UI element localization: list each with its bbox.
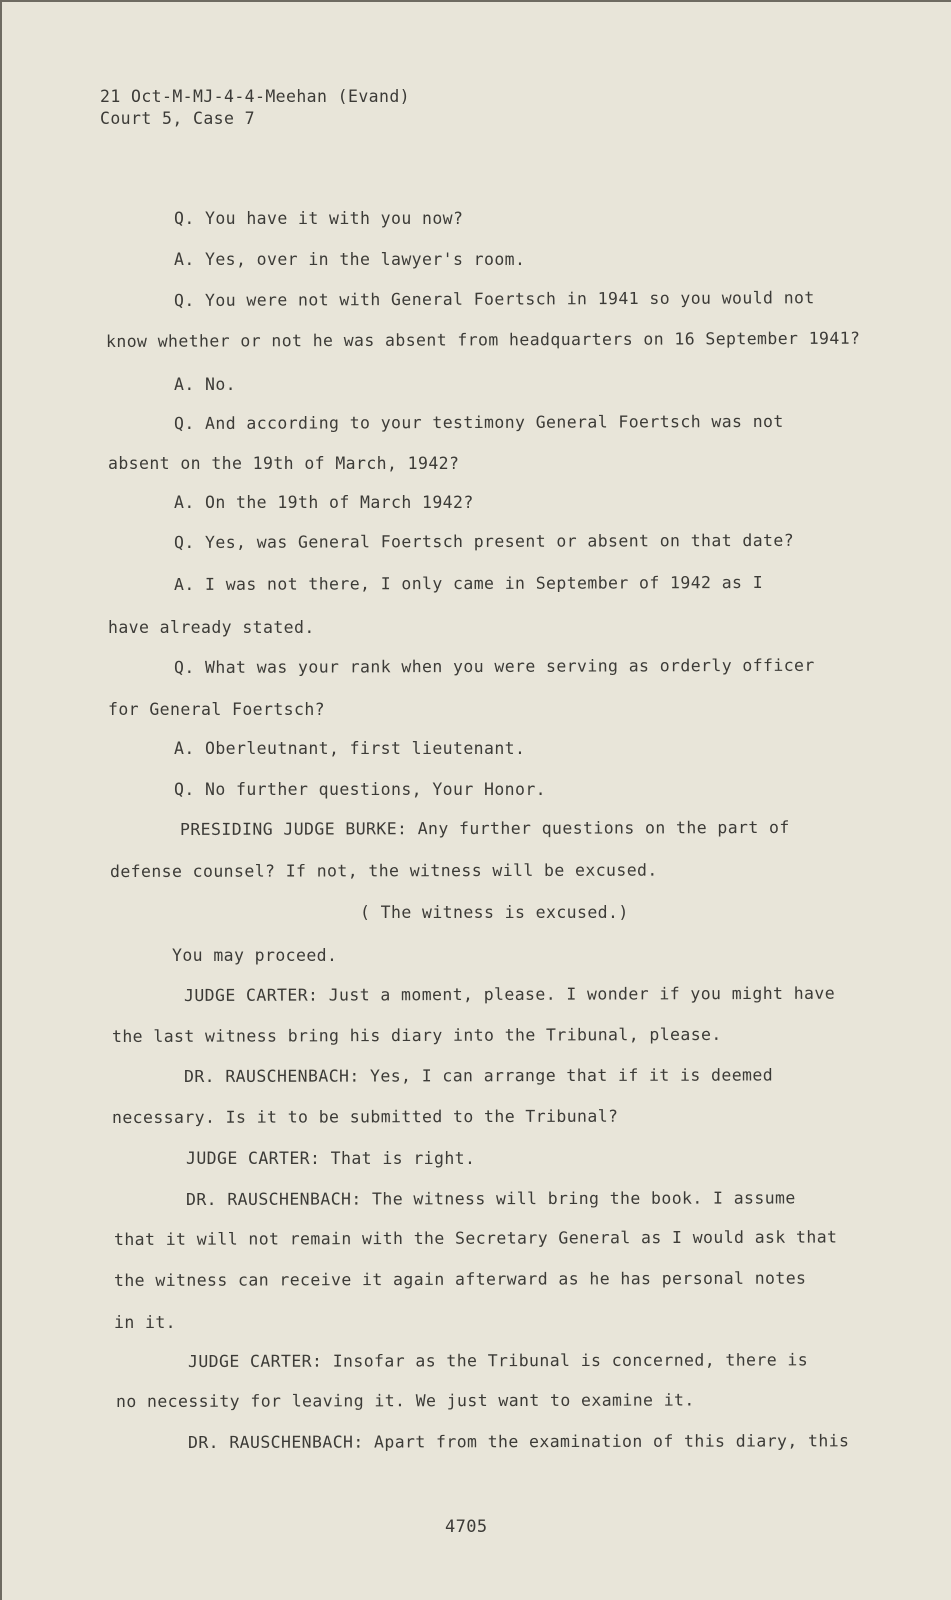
page-number: 4705 xyxy=(445,1517,488,1537)
transcript-line: JUDGE CARTER: Just a moment, please. I wonder if you might have xyxy=(183,983,836,1005)
transcript-line: A. No. xyxy=(174,375,237,394)
transcript-line: for General Foertsch? xyxy=(108,700,326,719)
header-line-1: 21 Oct-M-MJ-4-4-Meehan (Evand) xyxy=(100,87,411,106)
stage-direction: ( The witness is excused.) xyxy=(360,903,629,922)
transcript-line: in it. xyxy=(114,1313,177,1332)
transcript-line: A. I was not there, I only came in September of 1942 as I xyxy=(173,572,764,594)
transcript-line: defense counsel? If not, the witness will be excused. xyxy=(109,860,658,881)
transcript-line: the last witness bring his diary into the Tribunal, please. xyxy=(111,1024,722,1046)
transcript-line: You may proceed. xyxy=(172,946,338,965)
transcript-line: no necessity for leaving it. We just want to examine it. xyxy=(115,1390,695,1411)
transcript-line: Q. You have it with you now? xyxy=(174,209,464,228)
transcript-line: JUDGE CARTER: Insofar as the Tribunal is concerned, there is xyxy=(187,1350,809,1371)
transcript-line: know whether or not he was absent from headquarters on 16 September 1941? xyxy=(105,328,861,351)
transcript-line: absent on the 19th of March, 1942? xyxy=(108,454,460,473)
transcript-line: the witness can receive it again afterward as he has personal notes xyxy=(113,1268,807,1290)
transcript-line: A. Yes, over in the lawyer's room. xyxy=(174,250,526,269)
transcript-line: PRESIDING JUDGE BURKE: Any further questions on the part of xyxy=(179,817,790,839)
transcript-line: A. Oberleutnant, first lieutenant. xyxy=(174,739,526,758)
transcript-line: Q. What was your rank when you were serving as orderly officer xyxy=(173,655,815,677)
transcript-line: Q. Yes, was General Foertsch present or absent on that date? xyxy=(173,530,795,552)
transcript-line: A. On the 19th of March 1942? xyxy=(174,493,474,512)
transcript-line: Q. No further questions, Your Honor. xyxy=(174,780,547,799)
header-line-2: Court 5, Case 7 xyxy=(100,109,256,128)
transcript-line: DR. RAUSCHENBACH: The witness will bring the book. I assume xyxy=(185,1188,796,1209)
transcript-line: Q. You were not with General Foertsch in 1941 so you would not xyxy=(173,288,815,310)
transcript-line: that it will not remain with the Secretary General as I would ask that xyxy=(113,1227,838,1249)
transcript-line: DR. RAUSCHENBACH: Apart from the examination of this diary, this xyxy=(187,1431,850,1452)
transcript-line: JUDGE CARTER: That is right. xyxy=(186,1149,476,1168)
transcript-line: necessary. Is it to be submitted to the Tribunal? xyxy=(111,1106,619,1127)
transcript-line: DR. RAUSCHENBACH: Yes, I can arrange that if it is deemed xyxy=(183,1065,774,1086)
transcript-line: Q. And according to your testimony General Foertsch was not xyxy=(173,411,784,433)
transcript-line: have already stated. xyxy=(108,618,315,637)
